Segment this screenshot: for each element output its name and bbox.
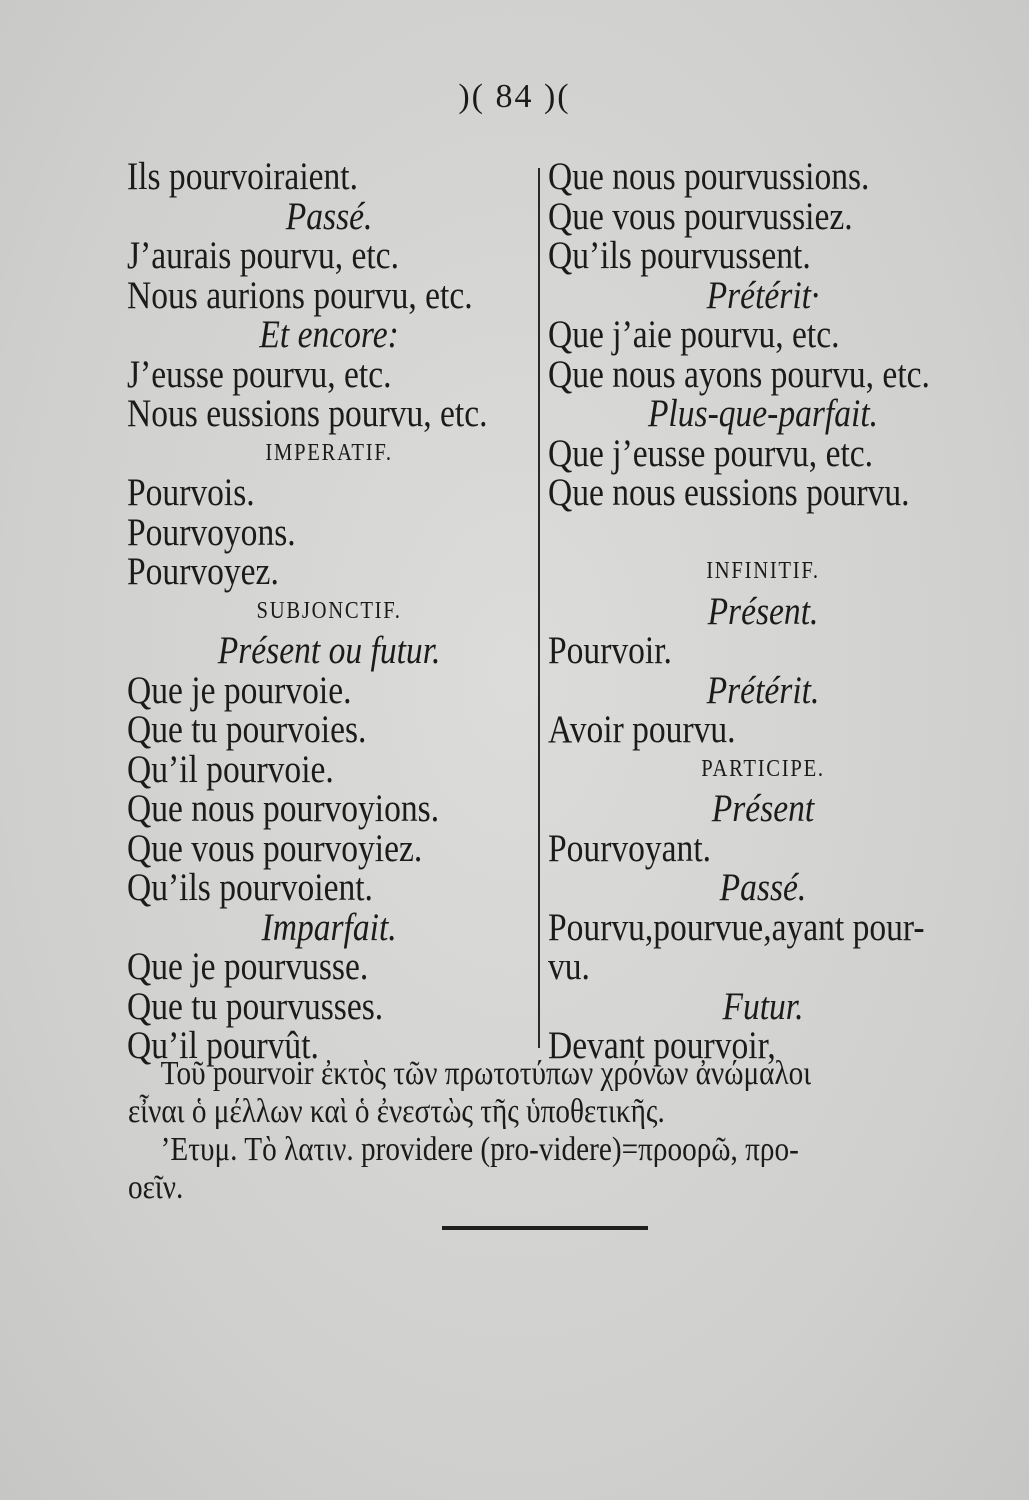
- text-line: Que nous pourvoyions.: [127, 787, 440, 830]
- section-heading: IMPERATIF.: [265, 439, 393, 466]
- right-column: [548, 157, 978, 1066]
- closing-rule: [442, 1226, 648, 1230]
- section-heading: INFINITIF.: [706, 558, 820, 584]
- text-line: Que je pourvusse.: [127, 945, 369, 988]
- text-line: Pourvoir.: [548, 629, 672, 672]
- text-line: J’aurais pourvu, etc.: [127, 234, 399, 277]
- text-line: Que j’eusse pourvu, etc.: [548, 431, 874, 475]
- text-line: Que vous pourvoyiez.: [127, 826, 423, 870]
- text-line: Que vous pourvussiez.: [548, 194, 853, 238]
- page-number: )( 84 )(: [458, 78, 571, 115]
- text-line: Devant pourvoir,: [548, 1024, 776, 1067]
- text-line: Pourvu,pourvue,ayant pour-: [548, 905, 925, 949]
- footnote-line: οεῖν.: [128, 1169, 184, 1206]
- text-line: Ils pourvoiraient.: [127, 155, 359, 198]
- section-heading: Prétérit·: [706, 273, 820, 317]
- text-line: J’eusse pourvu, etc.: [127, 352, 392, 396]
- footnote: [128, 1055, 997, 1207]
- text-line: Qu’il pourvoie.: [127, 747, 334, 791]
- text-line: Que tu pourvoies.: [127, 708, 367, 751]
- footnote-line: ’Ετυμ. Τὸ λατιν. providere (pro-videre)=προορῶ, προ-: [160, 1131, 799, 1168]
- column-divider: [538, 168, 540, 1048]
- text-line: Que nous eussions pourvu.: [548, 471, 910, 514]
- text-line: Que tu pourvusses.: [127, 984, 384, 1028]
- text-line: Pourvoyez.: [127, 550, 279, 593]
- text-line: Avoir pourvu.: [548, 708, 736, 751]
- section-heading: Et encore:: [259, 313, 399, 356]
- left-column: [127, 157, 531, 1066]
- text-line: Nous eussions pourvu, etc.: [127, 392, 488, 435]
- section-heading: Plus-que-parfait.: [647, 392, 879, 435]
- text-line: Que nous pourvussions.: [548, 155, 870, 198]
- text-line: Qu’ils pourvoient.: [127, 866, 373, 909]
- section-heading: SUBJONCTIF.: [256, 597, 402, 624]
- footnote-line: Τοῦ pourvoir ἐκτὸς τῶν πρωτοτύπων χρόνων ἀνώμαλοι: [160, 1055, 812, 1092]
- section-heading: Prétérit.: [706, 668, 820, 712]
- text-line: Pourvoyant.: [548, 826, 712, 870]
- text-line: Pourvois.: [127, 471, 255, 514]
- text-line: Pourvoyons.: [127, 510, 296, 554]
- section-heading: PARTICIPE.: [701, 755, 825, 782]
- section-heading: Imparfait.: [261, 905, 397, 949]
- text-line: Qu’ils pourvussent.: [548, 234, 811, 277]
- blank-line: [548, 513, 978, 553]
- section-heading: Présent ou futur.: [217, 629, 441, 672]
- text-line: Que je pourvoie.: [127, 668, 352, 712]
- footnote-line: εἶναι ὁ μέλλων καὶ ὁ ἐνεστὼς τῆς ὑποθετικῆς.: [128, 1093, 665, 1130]
- section-heading: Présent: [711, 787, 815, 830]
- section-heading: Futur.: [722, 984, 804, 1028]
- text-line: Que j’aie pourvu, etc.: [548, 313, 840, 356]
- text-line: Qu’il pourvût.: [127, 1024, 319, 1067]
- text-line: vu.: [548, 945, 590, 988]
- text-line: Que nous ayons pourvu, etc.: [548, 352, 930, 396]
- section-heading: Présent.: [707, 589, 819, 633]
- text-line: Nous aurions pourvu, etc.: [127, 273, 473, 317]
- section-heading: Passé.: [285, 194, 373, 238]
- section-heading: Passé.: [719, 866, 807, 909]
